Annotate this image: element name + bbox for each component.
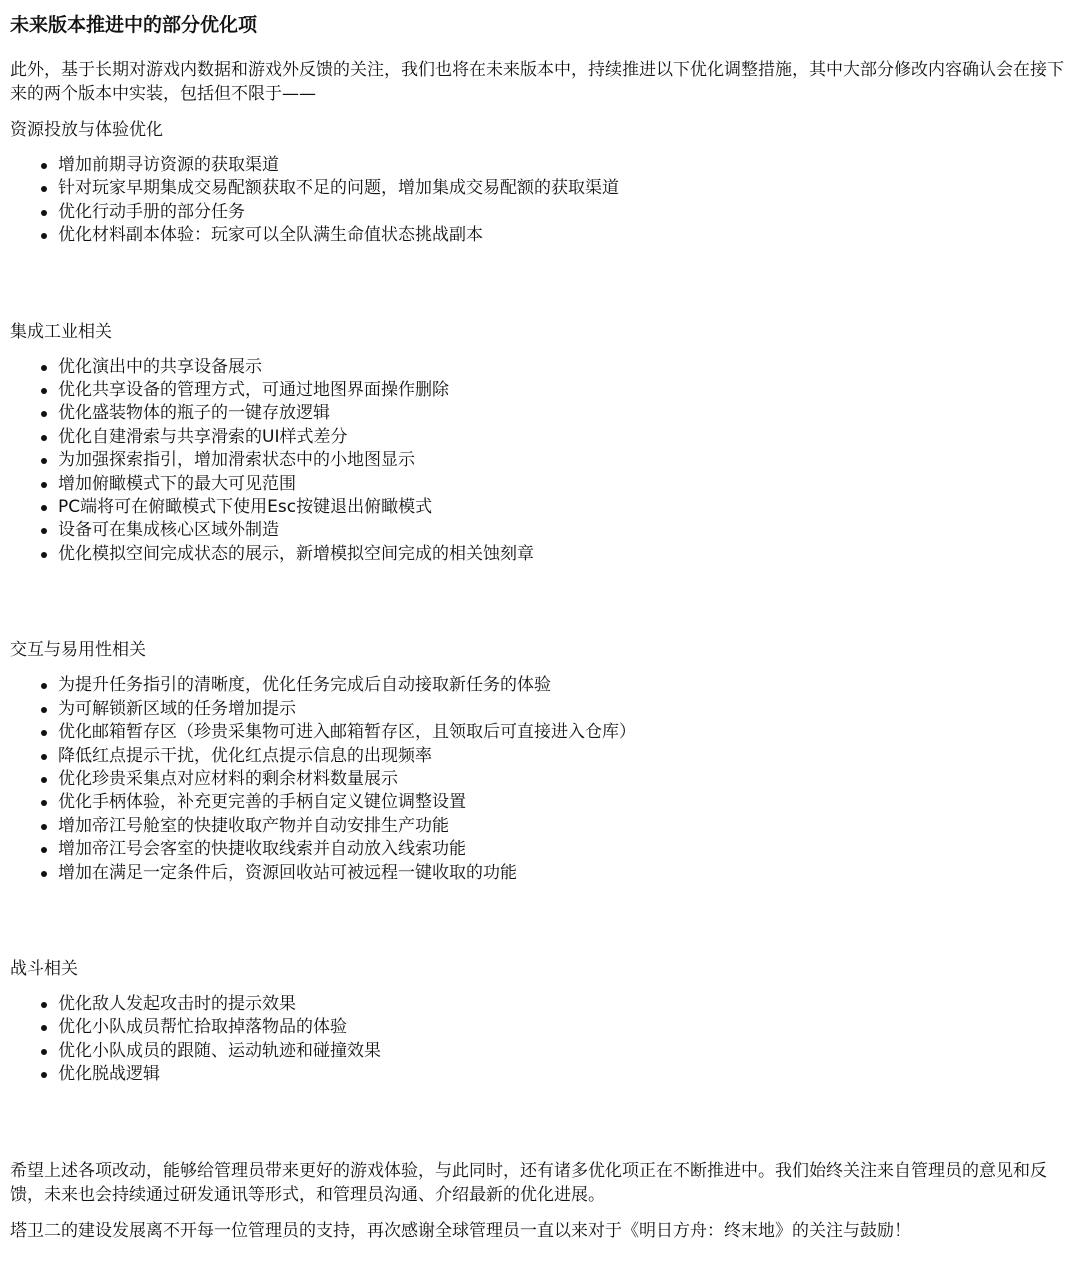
section-interaction <box>10 638 1070 885</box>
section-combat <box>10 957 1070 1087</box>
list-item: 优化手柄体验，补充更完善的手柄自定义键位调整设置 <box>58 791 1070 814</box>
spacer <box>10 1087 1070 1159</box>
list-item: 为可解锁新区域的任务增加提示 <box>58 698 1070 721</box>
list-item: 增加在满足一定条件后，资源回收站可被远程一键收取的功能 <box>58 862 1070 885</box>
list-item: 为提升任务指引的清晰度，优化任务完成后自动接取新任务的体验 <box>58 674 1070 697</box>
list-item: 优化敌人发起攻击时的提示效果 <box>58 993 1070 1016</box>
bullet-list <box>10 154 1070 248</box>
list-item: 优化小队成员帮忙拾取掉落物品的体验 <box>58 1016 1070 1039</box>
closing-paragraph: 塔卫二的建设发展离不开每一位管理员的支持，再次感谢全球管理员一直以来对于《明日方舟：终末地》的关注与鼓励！ <box>10 1220 911 1241</box>
intro-paragraph: 此外，基于长期对游戏内数据和游戏外反馈的关注，我们也将在未来版本中，持续推进以下优化调整措施，其中大部分修改内容确认会在接下来的两个版本中实装，包括但不限于—— <box>10 60 1064 104</box>
list-item: 优化行动手册的部分任务 <box>58 201 1070 224</box>
list-item: 增加前期寻访资源的获取渠道 <box>58 154 1070 177</box>
spacer <box>10 248 1070 320</box>
section-resources <box>10 118 1070 248</box>
bullet-list <box>10 993 1070 1087</box>
list-item: PC端将可在俯瞰模式下使用Esc按键退出俯瞰模式 <box>58 496 1070 519</box>
list-item: 增加帝江号会客室的快捷收取线索并自动放入线索功能 <box>58 838 1070 861</box>
spacer <box>10 566 1070 638</box>
list-item: 优化小队成员的跟随、运动轨迹和碰撞效果 <box>58 1040 1070 1063</box>
list-item: 降低红点提示干扰，优化红点提示信息的出现频率 <box>58 745 1070 768</box>
page-title: 未来版本推进中的部分优化项 <box>10 14 258 36</box>
section-heading: 资源投放与体验优化 <box>10 120 163 140</box>
list-item: 优化珍贵采集点对应材料的剩余材料数量展示 <box>58 768 1070 791</box>
section-heading: 战斗相关 <box>10 958 78 979</box>
spacer <box>10 885 1070 957</box>
list-item: 优化演出中的共享设备展示 <box>58 356 1070 379</box>
section-industry <box>10 320 1070 567</box>
list-item: 增加俯瞰模式下的最大可见范围 <box>58 473 1070 496</box>
list-item: 针对玩家早期集成交易配额获取不足的问题，增加集成交易配额的获取渠道 <box>58 177 1070 200</box>
list-item: 优化共享设备的管理方式，可通过地图界面操作删除 <box>58 379 1070 402</box>
section-heading: 集成工业相关 <box>10 321 112 342</box>
list-item: 优化脱战逻辑 <box>58 1063 1070 1086</box>
list-item: 优化自建滑索与共享滑索的UI样式差分 <box>58 426 1070 449</box>
list-item: 优化模拟空间完成状态的展示，新增模拟空间完成的相关蚀刻章 <box>58 543 1070 566</box>
list-item: 设备可在集成核心区域外制造 <box>58 519 1070 542</box>
list-item: 优化邮箱暂存区（珍贵采集物可进入邮箱暂存区，且领取后可直接进入仓库） <box>58 721 1070 744</box>
list-item: 为加强探索指引，增加滑索状态中的小地图显示 <box>58 449 1070 472</box>
bullet-list <box>10 356 1070 567</box>
list-item: 增加帝江号舱室的快捷收取产物并自动安排生产功能 <box>58 815 1070 838</box>
list-item: 优化盛装物体的瓶子的一键存放逻辑 <box>58 402 1070 425</box>
bullet-list <box>10 674 1070 885</box>
closing-paragraph: 希望上述各项改动，能够给管理员带来更好的游戏体验，与此同时，还有诸多优化项正在不断推进中。我们始终关注来自管理员的意见和反馈，未来也会持续通过研发通讯等形式，和管理员沟通、介绍最新的优化进展。 <box>10 1160 1047 1205</box>
section-heading: 交互与易用性相关 <box>10 640 146 661</box>
list-item: 优化材料副本体验：玩家可以全队满生命值状态挑战副本 <box>58 224 1070 247</box>
